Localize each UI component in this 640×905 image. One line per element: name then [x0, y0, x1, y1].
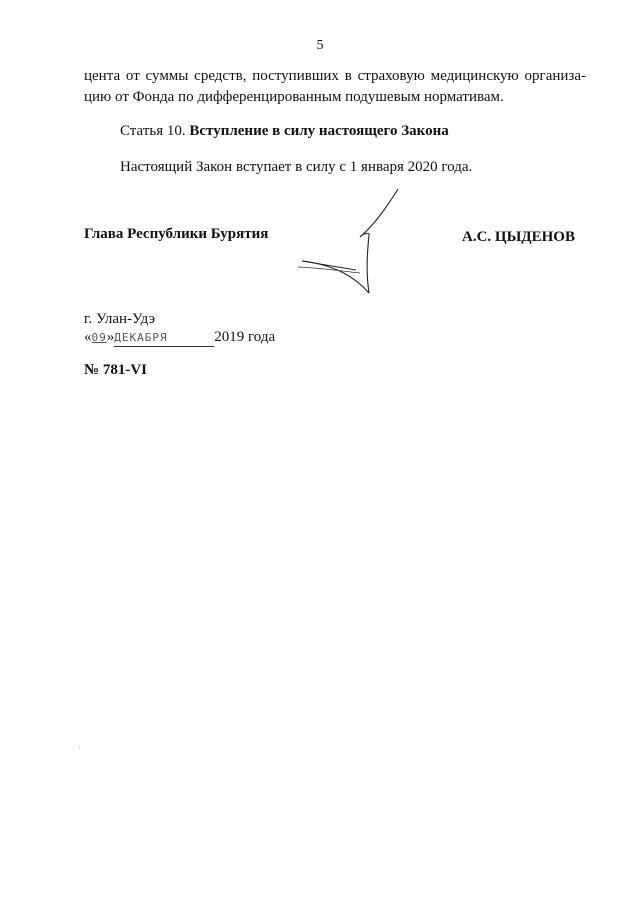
signing-date — [84, 329, 275, 347]
scan-speck — [79, 747, 80, 748]
date-month: ДЕКАБРЯ — [114, 331, 168, 344]
continuation-line-2: цию от Фонда по дифференцированным подушевым нормативам. — [84, 89, 504, 105]
article-label: Статья 10. — [120, 123, 186, 139]
article-heading — [120, 121, 586, 142]
continuation-paragraph — [84, 66, 586, 108]
date-close-quote: » — [106, 329, 115, 345]
article-text: Настоящий Закон вступает в силу с 1 января 2020 года. — [120, 159, 473, 175]
law-number: № 781-VI — [84, 362, 147, 378]
date-day: 09 — [91, 331, 107, 344]
signatory-position: Глава Республики Бурятия — [84, 226, 269, 242]
date-open-quote: « — [84, 329, 92, 345]
article-title: Вступление в силу настоящего Закона — [189, 123, 449, 139]
continuation-line-1: цента от суммы средств, поступивших в страховую медицинскую организа- — [84, 68, 586, 84]
place-of-signing: г. Улан-Удэ — [84, 311, 156, 327]
handwritten-signature — [290, 185, 410, 300]
page-number: 5 — [316, 38, 324, 53]
signatory-name: А.С. ЦЫДЕНОВ — [462, 229, 575, 245]
date-year: 2019 года — [214, 329, 276, 345]
